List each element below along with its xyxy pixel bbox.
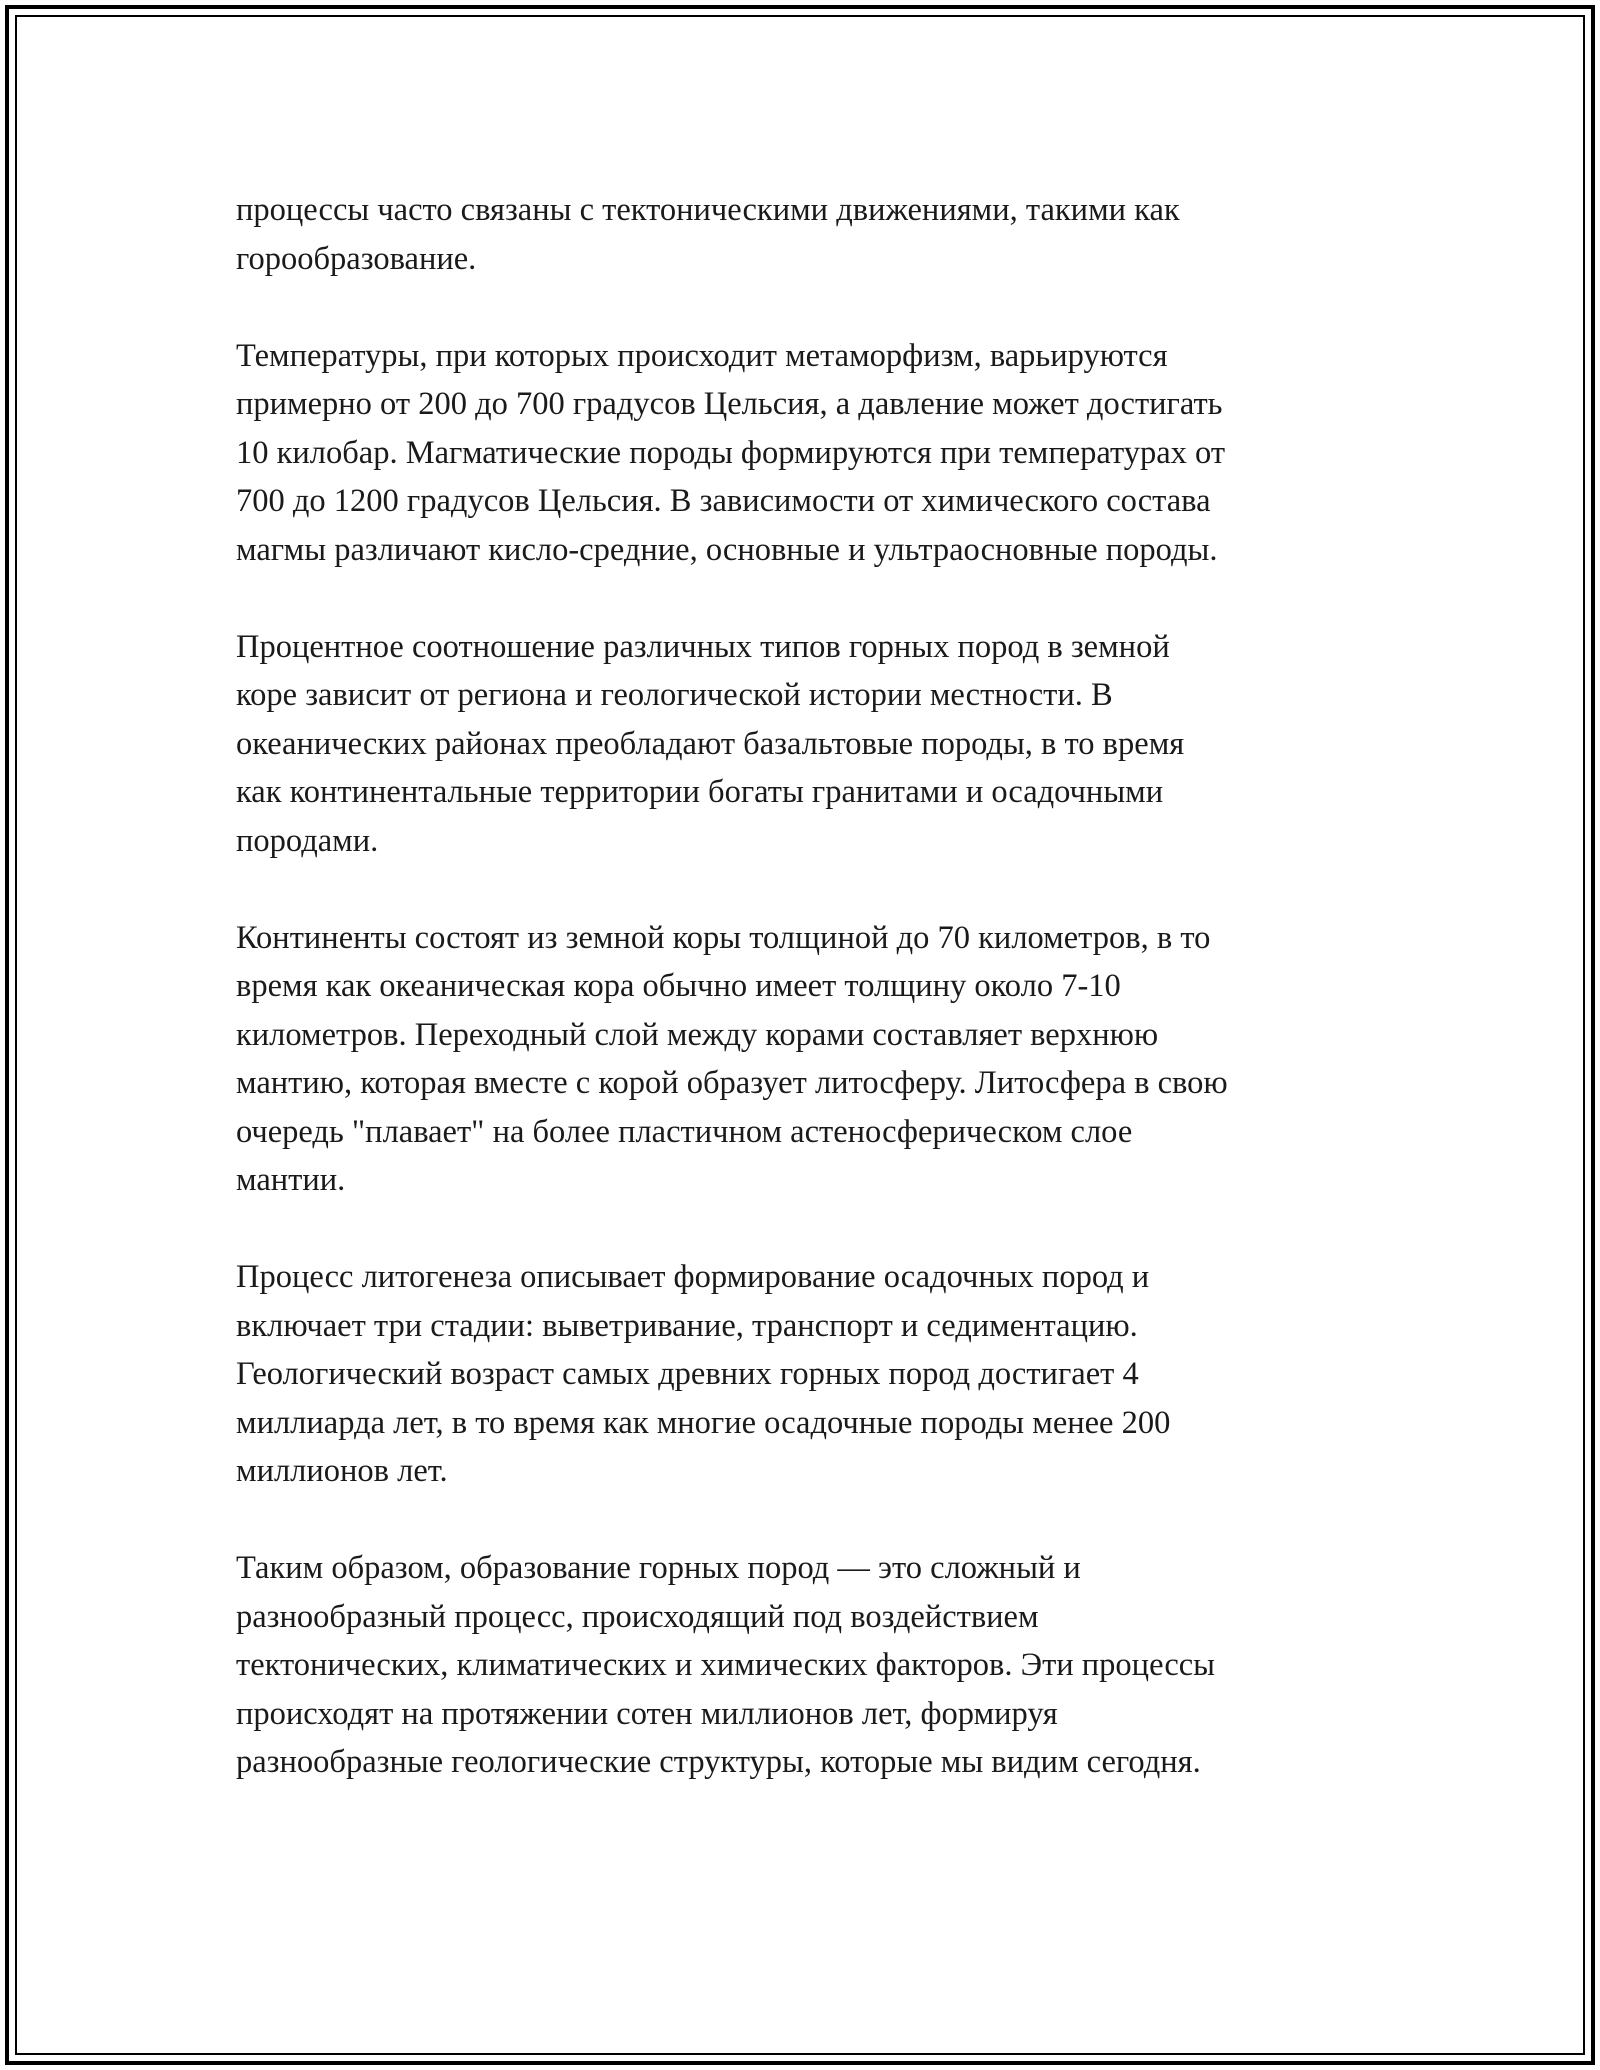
text-line: коре зависит от региона и геологической истории местности. В xyxy=(236,677,1113,713)
text-line: мантии. xyxy=(236,1162,346,1198)
text-line: мантию, которая вместе с корой образует литосферу. Литосфера в свою xyxy=(236,1065,1228,1101)
text-line: тектонических, климатических и химических факторов. Эти процессы xyxy=(236,1647,1215,1683)
text-line: 10 килобар. Магматические породы формируются при температурах от xyxy=(236,434,1226,471)
document-body xyxy=(236,186,1366,1787)
text-line: время как океаническая кора обычно имеет толщину около 7-10 xyxy=(236,968,1121,1004)
text-line: разнообразные геологические структуры, которые мы видим сегодня. xyxy=(236,1744,1201,1780)
text-line: миллионов лет. xyxy=(236,1453,448,1489)
paragraph-3 xyxy=(236,623,1366,866)
paragraph-4 xyxy=(236,914,1366,1205)
text-line: магмы различают кисло-средние, основные и ультраосновные породы. xyxy=(236,531,1218,568)
text-line: Температуры, при которых происходит метаморфизм, варьируются xyxy=(236,337,1168,374)
text-line: километров. Переходный слой между корами составляет верхнюю xyxy=(236,1016,1159,1053)
text-line: как континентальные территории богаты гранитами и осадочными xyxy=(236,774,1164,810)
text-line: включает три стадии: выветривание, транспорт и седиментацию. xyxy=(236,1307,1138,1344)
paragraph-6 xyxy=(236,1544,1366,1787)
text-line: Процентное соотношение различных типов горных пород в земной xyxy=(236,628,1170,665)
text-line: происходят на протяжении сотен миллионов лет, формируя xyxy=(236,1695,1058,1732)
text-line: процессы часто связаны с тектоническими движениями, такими как xyxy=(236,192,1180,228)
text-line: Континенты состоят из земной коры толщиной до 70 километров, в то xyxy=(236,919,1211,956)
text-line: океанических районах преобладают базальтовые породы, в то время xyxy=(236,725,1185,762)
text-line: породами. xyxy=(236,822,379,859)
text-line: очередь "плавает" на более пластичном астеносферическом слое xyxy=(236,1113,1133,1150)
text-line: Процесс литогенеза описывает формирование осадочных пород и xyxy=(236,1259,1150,1295)
text-line: горообразование. xyxy=(236,240,477,277)
text-line: разнообразный процесс, происходящий под воздействием xyxy=(236,1598,1039,1635)
paragraph-2 xyxy=(236,332,1366,575)
paragraph-1 xyxy=(236,186,1366,283)
paragraph-5 xyxy=(236,1253,1366,1496)
text-line: Геологический возраст самых древних горных пород достигает 4 xyxy=(236,1356,1139,1392)
text-line: Таким образом, образование горных пород — это сложный и xyxy=(236,1550,1081,1586)
text-line: 700 до 1200 градусов Цельсия. В зависимости от химического состава xyxy=(236,483,1211,519)
text-line: миллиарда лет, в то время как многие осадочные породы менее 200 xyxy=(236,1404,1171,1441)
text-line: примерно от 200 до 700 градусов Цельсия, а давление может достигать xyxy=(236,386,1223,422)
